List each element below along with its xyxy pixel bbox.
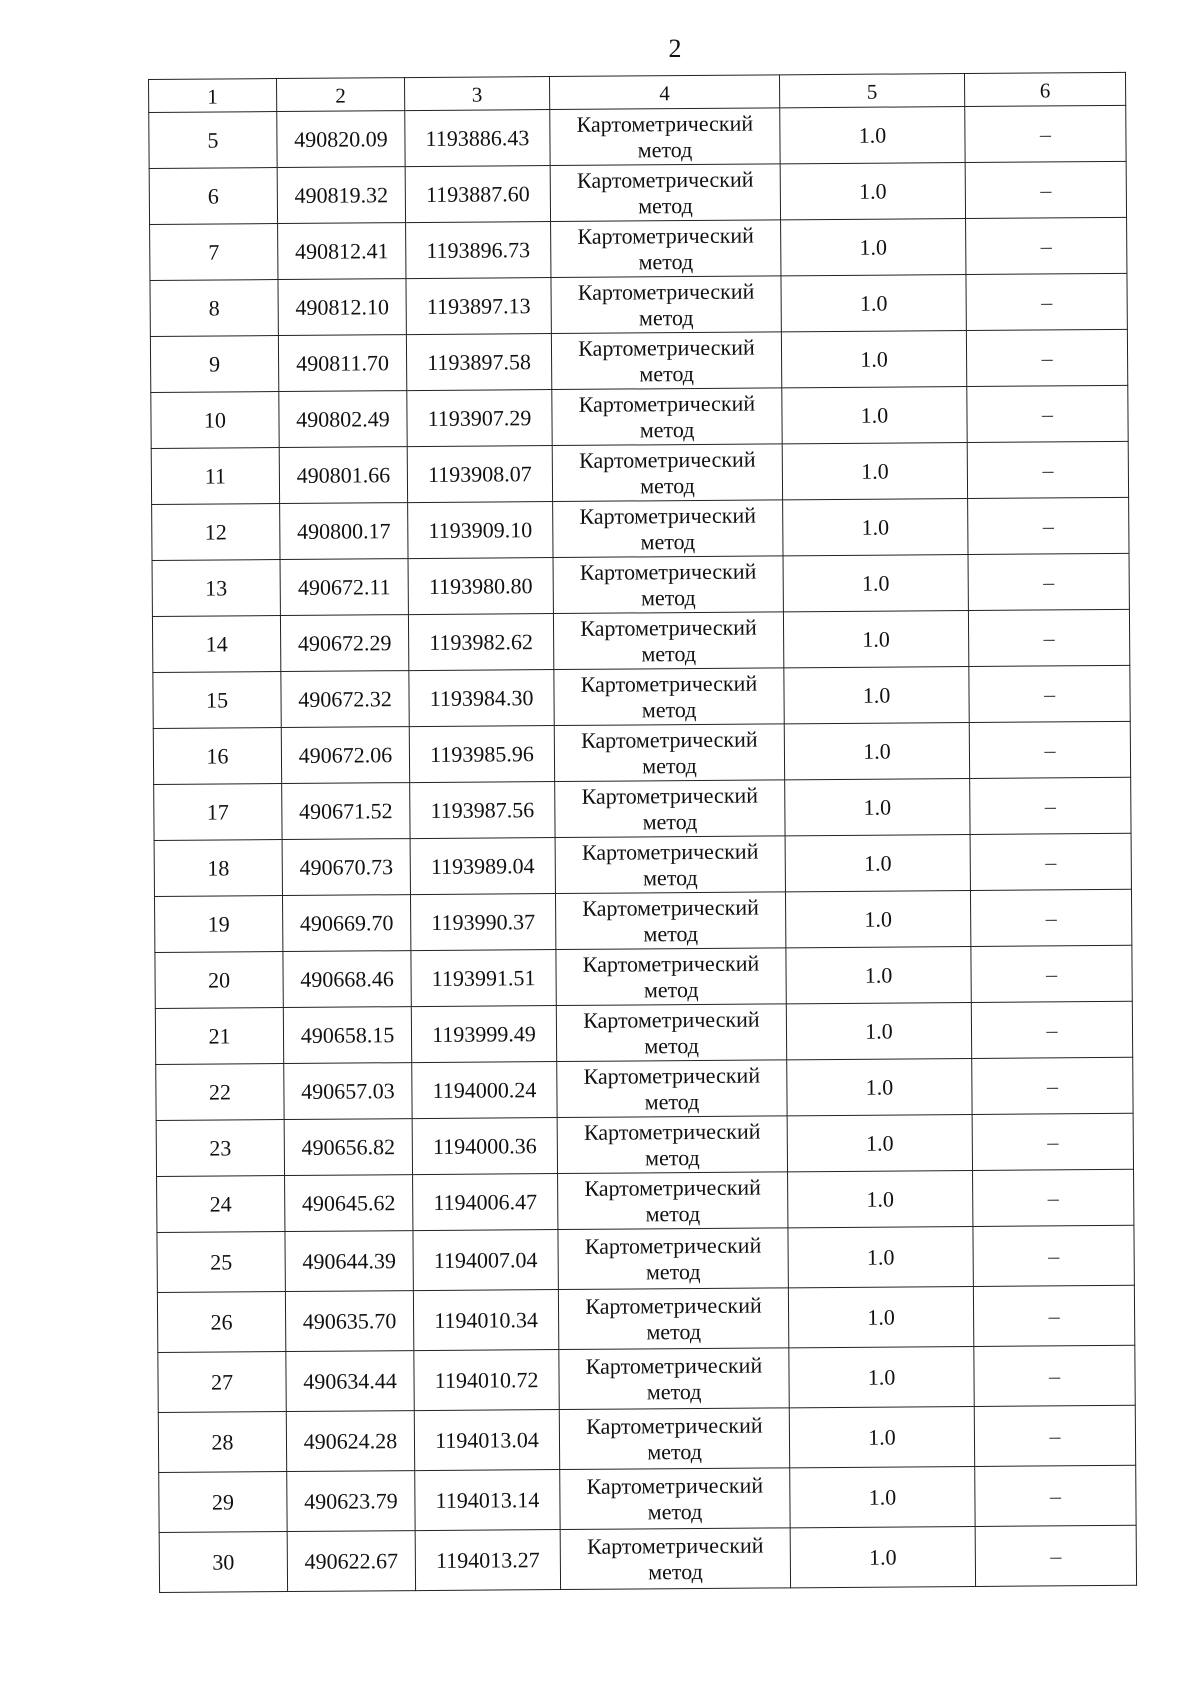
x-coordinate-cell: 490801.66 [279,447,407,504]
y-coordinate-cell: 1193907.29 [407,390,552,447]
coordinates-table [148,72,1137,1593]
x-coordinate-cell: 490672.11 [280,559,408,616]
table-row [159,1525,1136,1592]
method-cell: Картометрический метод [560,1528,790,1590]
accuracy-cell: 1.0 [790,1466,975,1527]
accuracy-cell: 1.0 [783,611,968,668]
accuracy-cell: 1.0 [785,834,970,891]
column-header: 6 [964,72,1125,106]
note-cell: – [974,1405,1135,1466]
table-row [157,1285,1134,1352]
table-row [153,721,1130,784]
table-row [150,273,1127,336]
method-cell: Картометрический метод [550,108,780,166]
point-number-cell: 14 [152,616,280,673]
y-coordinate-cell: 1194007.04 [413,1230,558,1291]
accuracy-cell: 1.0 [785,778,970,835]
point-number-cell: 12 [152,504,280,561]
x-coordinate-cell: 490656.82 [284,1119,412,1176]
y-coordinate-cell: 1193991.51 [411,950,556,1007]
note-cell: – [965,105,1126,162]
accuracy-cell: 1.0 [788,1170,973,1227]
column-header: 3 [404,77,549,111]
x-coordinate-cell: 490819.32 [277,167,405,224]
accuracy-cell: 1.0 [786,946,971,1003]
note-cell: – [968,609,1129,666]
table-row [150,329,1127,392]
accuracy-cell: 1.0 [784,722,969,779]
point-number-cell: 27 [158,1352,286,1413]
x-coordinate-cell: 490802.49 [279,391,407,448]
x-coordinate-cell: 490812.41 [278,223,406,280]
table-row [157,1225,1134,1292]
table-row [151,441,1128,504]
point-number-cell: 7 [150,224,278,281]
y-coordinate-cell: 1194013.14 [415,1470,560,1531]
point-number-cell: 15 [153,672,281,729]
x-coordinate-cell: 490668.46 [283,951,411,1008]
y-coordinate-cell: 1194010.72 [414,1350,559,1411]
accuracy-cell: 1.0 [780,163,965,220]
x-coordinate-cell: 490644.39 [285,1231,413,1292]
note-cell: – [975,1525,1136,1586]
note-cell: – [974,1345,1135,1406]
point-number-cell: 6 [149,168,277,225]
accuracy-cell: 1.0 [790,1526,975,1587]
note-cell: – [971,945,1132,1002]
method-cell: Картометрический метод [557,1060,787,1118]
accuracy-cell: 1.0 [787,1058,972,1115]
point-number-cell: 28 [158,1412,286,1473]
accuracy-cell: 1.0 [782,387,967,444]
y-coordinate-cell: 1194006.47 [413,1174,558,1231]
point-number-cell: 10 [151,392,279,449]
accuracy-cell: 1.0 [780,107,965,164]
accuracy-cell: 1.0 [789,1406,974,1467]
method-cell: Картометрический метод [555,780,785,838]
page-number: 2 [668,34,682,63]
table-row [154,889,1131,952]
note-cell: – [969,665,1130,722]
y-coordinate-cell: 1194000.24 [412,1062,557,1119]
table-row [152,553,1129,616]
table-row [151,385,1128,448]
table-row [149,161,1126,224]
note-cell: – [966,273,1127,330]
note-cell: – [968,553,1129,610]
note-cell: – [975,1465,1136,1526]
point-number-cell: 5 [149,112,277,169]
y-coordinate-cell: 1193982.62 [408,614,553,671]
table-row [150,217,1127,280]
y-coordinate-cell: 1193985.96 [409,726,554,783]
x-coordinate-cell: 490658.15 [283,1007,411,1064]
method-cell: Картометрический метод [553,556,783,614]
note-cell: – [972,1057,1133,1114]
column-header: 2 [277,78,405,112]
point-number-cell: 22 [156,1064,284,1121]
method-cell: Картометрический метод [554,724,784,782]
note-cell: – [970,889,1131,946]
accuracy-cell: 1.0 [783,499,968,556]
point-number-cell: 23 [156,1120,284,1177]
method-cell: Картометрический метод [557,1116,787,1174]
x-coordinate-cell: 490672.06 [281,727,409,784]
y-coordinate-cell: 1194000.36 [412,1118,557,1175]
x-coordinate-cell: 490811.70 [278,335,406,392]
point-number-cell: 21 [155,1008,283,1065]
table-row [154,833,1131,896]
accuracy-cell: 1.0 [781,219,966,276]
x-coordinate-cell: 490624.28 [286,1411,414,1472]
accuracy-cell: 1.0 [786,1002,971,1059]
x-coordinate-cell: 490657.03 [284,1063,412,1120]
y-coordinate-cell: 1193896.73 [406,222,551,279]
point-number-cell: 18 [154,840,282,897]
method-cell: Картометрический метод [550,164,780,222]
column-header: 1 [149,79,277,113]
table-row [157,1169,1134,1232]
method-cell: Картометрический метод [556,1004,786,1062]
note-cell: – [973,1225,1134,1286]
method-cell: Картометрический метод [555,836,785,894]
note-cell: – [973,1285,1134,1346]
method-cell: Картометрический метод [558,1228,788,1290]
y-coordinate-cell: 1193887.60 [405,166,550,223]
y-coordinate-cell: 1193989.04 [410,838,555,895]
method-cell: Картометрический метод [559,1408,789,1470]
accuracy-cell: 1.0 [784,666,969,723]
accuracy-cell: 1.0 [789,1346,974,1407]
y-coordinate-cell: 1193908.07 [407,446,552,503]
table-row [159,1465,1136,1532]
table-row [158,1345,1135,1412]
y-coordinate-cell: 1193984.30 [409,670,554,727]
method-cell: Картометрический метод [559,1348,789,1410]
point-number-cell: 26 [157,1292,285,1353]
x-coordinate-cell: 490669.70 [282,895,410,952]
note-cell: – [967,441,1128,498]
table-row [149,105,1126,168]
note-cell: – [966,217,1127,274]
note-cell: – [970,777,1131,834]
point-number-cell: 25 [157,1232,285,1293]
y-coordinate-cell: 1194013.04 [414,1410,559,1471]
point-number-cell: 11 [151,448,279,505]
x-coordinate-cell: 490812.10 [278,279,406,336]
table-row [154,777,1131,840]
point-number-cell: 24 [157,1176,285,1233]
table-row [156,1113,1133,1176]
x-coordinate-cell: 490635.70 [285,1291,413,1352]
note-cell: – [968,497,1129,554]
y-coordinate-cell: 1193897.13 [406,278,551,335]
accuracy-cell: 1.0 [787,1114,972,1171]
method-cell: Картометрический метод [558,1288,788,1350]
method-cell: Картометрический метод [556,948,786,1006]
point-number-cell: 30 [159,1532,287,1593]
point-number-cell: 19 [154,896,282,953]
method-cell: Картометрический метод [552,388,782,446]
table-row [158,1405,1135,1472]
x-coordinate-cell: 490645.62 [285,1175,413,1232]
point-number-cell: 13 [152,560,280,617]
accuracy-cell: 1.0 [788,1226,973,1287]
note-cell: – [969,721,1130,778]
table-row [153,665,1130,728]
x-coordinate-cell: 490622.67 [287,1531,415,1592]
x-coordinate-cell: 490634.44 [286,1351,414,1412]
x-coordinate-cell: 490800.17 [280,503,408,560]
table-row [155,1001,1132,1064]
note-cell: – [966,329,1127,386]
y-coordinate-cell: 1193909.10 [408,502,553,559]
method-cell: Картометрический метод [551,332,781,390]
y-coordinate-cell: 1193897.58 [406,334,551,391]
note-cell: – [971,1001,1132,1058]
method-cell: Картометрический метод [552,444,782,502]
method-cell: Картометрический метод [555,892,785,950]
note-cell: – [973,1169,1134,1226]
accuracy-cell: 1.0 [788,1286,973,1347]
method-cell: Картометрический метод [553,500,783,558]
y-coordinate-cell: 1193886.43 [405,110,550,167]
accuracy-cell: 1.0 [781,331,966,388]
table-row [155,945,1132,1008]
table-row [152,609,1129,672]
x-coordinate-cell: 490672.32 [281,671,409,728]
y-coordinate-cell: 1193987.56 [410,782,555,839]
accuracy-cell: 1.0 [781,275,966,332]
method-cell: Картометрический метод [551,276,781,334]
note-cell: – [970,833,1131,890]
note-cell: – [965,161,1126,218]
y-coordinate-cell: 1193999.49 [411,1006,556,1063]
point-number-cell: 8 [150,280,278,337]
point-number-cell: 29 [159,1472,287,1533]
point-number-cell: 16 [153,728,281,785]
table-row [156,1057,1133,1120]
note-cell: – [972,1113,1133,1170]
accuracy-cell: 1.0 [782,443,967,500]
table-row [152,497,1129,560]
point-number-cell: 20 [155,952,283,1009]
y-coordinate-cell: 1193990.37 [410,894,555,951]
note-cell: – [967,385,1128,442]
method-cell: Картометрический метод [558,1172,788,1230]
column-header: 4 [549,75,779,110]
point-number-cell: 9 [150,336,278,393]
column-header: 5 [779,74,964,108]
x-coordinate-cell: 490623.79 [287,1471,415,1532]
accuracy-cell: 1.0 [783,555,968,612]
y-coordinate-cell: 1194010.34 [413,1290,558,1351]
x-coordinate-cell: 490671.52 [282,783,410,840]
method-cell: Картометрический метод [553,612,783,670]
table-body [149,105,1137,1592]
y-coordinate-cell: 1193980.80 [408,558,553,615]
x-coordinate-cell: 490670.73 [282,839,410,896]
method-cell: Картометрический метод [554,668,784,726]
method-cell: Картометрический метод [560,1468,790,1530]
y-coordinate-cell: 1194013.27 [415,1530,560,1591]
accuracy-cell: 1.0 [785,890,970,947]
point-number-cell: 17 [154,784,282,841]
x-coordinate-cell: 490820.09 [277,111,405,168]
x-coordinate-cell: 490672.29 [280,615,408,672]
method-cell: Картометрический метод [551,220,781,278]
